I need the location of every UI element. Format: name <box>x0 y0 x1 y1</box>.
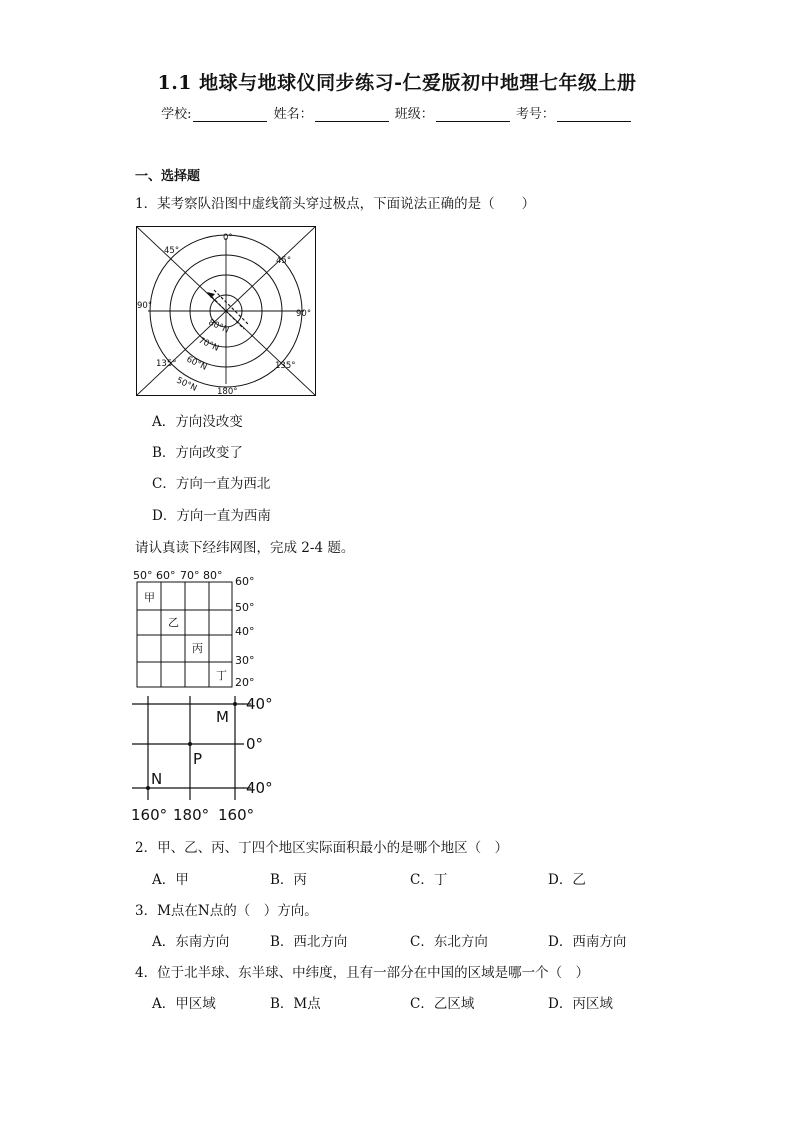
label-lon-45-right: 45° <box>276 256 292 266</box>
q1-option-b[interactable]: B．方向改变了 <box>152 445 243 461</box>
question-3-stem: 3．M点在N点的（ ）方向。 <box>135 903 318 919</box>
label-lat-60: 60° <box>235 575 255 588</box>
point-m-label: M <box>216 708 229 726</box>
label-lat-70: 70°N <box>196 335 221 354</box>
school-label: 学校: <box>161 107 192 122</box>
q3-option-d[interactable]: D．西南方向 <box>548 934 627 950</box>
q2-option-c[interactable]: C．丁 <box>410 872 448 888</box>
q3-option-c[interactable]: C．东北方向 <box>410 934 488 950</box>
label-lon-160-left: 160° <box>131 806 168 824</box>
q4-option-b[interactable]: B．M点 <box>270 996 321 1012</box>
question-4-stem: 4．位于北半球、东半球、中纬度，且有一部分在中国的区域是哪一个（ ） <box>135 965 590 981</box>
exam-number-label: 考号： <box>515 107 555 122</box>
region-jia: 甲 <box>144 591 155 604</box>
q3-option-b[interactable]: B．西北方向 <box>270 934 348 950</box>
label-lon-80: 80° <box>203 569 223 582</box>
section-heading: 一、选择题 <box>135 169 201 184</box>
label-lon-60: 60° <box>156 569 176 582</box>
question-1-stem: 1．某考察队沿图中虚线箭头穿过极点，下面说法正确的是（ ） <box>135 196 536 212</box>
label-lon-70: 70° <box>180 569 200 582</box>
point-n-dot <box>146 786 150 790</box>
label-lat-60: 60°N <box>184 354 209 373</box>
label-lon-45-left: 45° <box>164 246 180 256</box>
label-lon-90-left: 90° <box>137 301 153 311</box>
q4-option-a[interactable]: A．甲区域 <box>152 996 216 1012</box>
label-lon-135-right: 135° <box>275 361 296 371</box>
q4-option-d[interactable]: D．丙区域 <box>548 996 613 1012</box>
question-2-stem: 2．甲、乙、丙、丁四个地区实际面积最小的是哪个地区（ ） <box>135 840 509 856</box>
region-yi: 乙 <box>168 616 179 629</box>
q1-option-a[interactable]: A．方向没改变 <box>152 414 243 430</box>
label-lat-40-south: 40° <box>246 779 273 797</box>
region-ding: 丁 <box>216 669 227 682</box>
label-lat-50: 50°N <box>174 375 199 394</box>
q3-option-a[interactable]: A．东南方向 <box>152 934 230 950</box>
student-info-line <box>0 103 794 122</box>
label-lat-20: 20° <box>235 676 255 689</box>
point-p-dot <box>188 742 192 746</box>
exam-number-blank[interactable] <box>557 107 631 122</box>
point-n-label: N <box>151 770 163 788</box>
label-lon-160-right: 160° <box>218 806 255 824</box>
graticule-grid-figure <box>132 565 262 690</box>
q2-option-b[interactable]: B．丙 <box>270 872 307 888</box>
label-lon-135-left: 135° <box>156 359 177 369</box>
label-lon-0: 0° <box>223 233 233 243</box>
point-m-dot <box>233 702 237 706</box>
name-label: 姓名： <box>273 107 313 122</box>
point-grid-figure <box>130 690 280 825</box>
label-lon-50: 50° <box>133 569 153 582</box>
intro-text: 请认真读下经纬网图，完成 2-4 题。 <box>135 540 355 556</box>
class-blank[interactable] <box>436 107 510 122</box>
point-p-label: P <box>193 750 203 768</box>
q4-option-c[interactable]: C．乙区域 <box>410 996 475 1012</box>
q2-option-a[interactable]: A．甲 <box>152 872 189 888</box>
label-lon-90-right: 90° <box>296 309 312 319</box>
label-lat-40: 40° <box>235 625 255 638</box>
label-lon-180: 180° <box>217 387 238 396</box>
q1-option-d[interactable]: D．方向一直为西南 <box>152 508 271 524</box>
polar-projection-figure <box>136 226 316 396</box>
label-lat-0: 0° <box>246 735 264 753</box>
name-blank[interactable] <box>315 107 389 122</box>
label-lon-180: 180° <box>173 806 210 824</box>
page-title: 1.1 地球与地球仪同步练习-仁爱版初中地理七年级上册 <box>157 72 637 94</box>
region-bing: 丙 <box>192 642 203 655</box>
class-label: 班级： <box>394 107 434 122</box>
label-lat-40-north: 40° <box>246 695 273 713</box>
q1-option-c[interactable]: C．方向一直为西北 <box>152 476 271 492</box>
school-blank[interactable] <box>193 107 267 122</box>
label-lat-50: 50° <box>235 601 255 614</box>
q2-option-d[interactable]: D．乙 <box>548 872 586 888</box>
label-lat-80: 80°N <box>206 317 231 336</box>
label-lat-30: 30° <box>235 654 255 667</box>
